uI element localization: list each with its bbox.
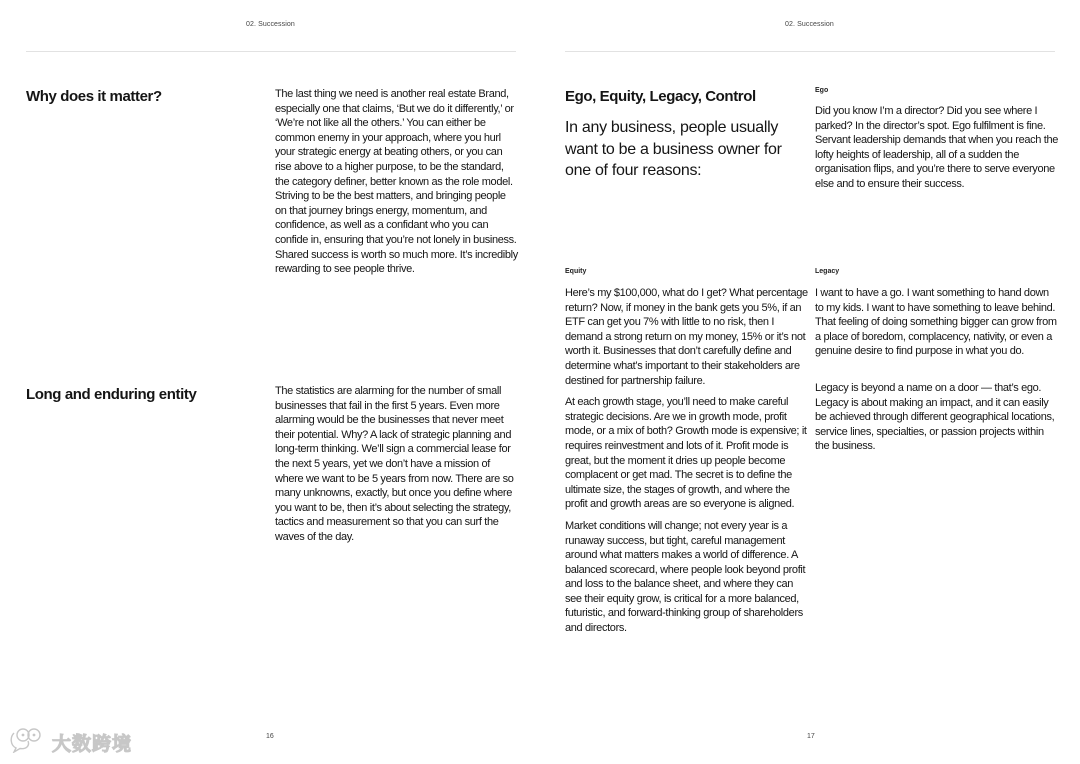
section-body-long-enduring-entity [275, 384, 519, 552]
paragraph: At each growth stage, you’ll need to make careful strategic decisions. Are we in growth mode, profit mode, or a mix of both? Growth mode is expensive; it requires reinvestment and lots of it. Profit mode is great, but the moment it dries up people become complacent or get mad. The secret is to define the ultimate size, the stages of growth, and where the profit and growth areas are so everyone is aligned. [565, 396, 807, 511]
section-heading-why-it-matters: Why does it matter? [26, 88, 162, 105]
legacy-body [815, 286, 1059, 461]
page-number: 17 [807, 733, 815, 740]
watermark [8, 729, 132, 755]
paragraph: I want to have a go. I want something to hand down to my kids. I want to have something to leave behind. That feeling of doing something bigger can grow from a place of boredom, complacency, nativity, or even a genuine desire to find purpose in what you do. [815, 287, 1057, 358]
page-heading: Ego, Equity, Legacy, Control [565, 88, 756, 105]
right-page [540, 0, 1080, 764]
paragraph: Market conditions will change; not every year is a runaway success, but tight, careful management around what matters makes a world of difference. A balanced scorecard, where people look beyond profit and loss to the balance sheet, and where they can see their equity grow, is critical for a more balanced, futuristic, and forward-thinking group of shareholders and directors. [565, 519, 806, 635]
paragraph: Legacy is beyond a name on a door — that’s ego. Legacy is about making an impact, and it can easily be achieved through different geographical locations, service lines, specialties, or passion projects within the business. [815, 381, 1055, 453]
running-head: 02. Succession [246, 21, 295, 28]
chat-bubble-logo-icon [8, 727, 48, 758]
header-divider [565, 51, 1055, 52]
section-heading-long-enduring-entity: Long and enduring entity [26, 386, 197, 403]
page-number: 16 [266, 733, 274, 740]
paragraph: The last thing we need is another real estate Brand, especially one that claims, ‘But we do it differently,’ or ‘We’re not like all the others.’ You can either be common enemy in your approach, where you hurl your strategic energy at beating others, or you can rise above to a higher purpose, to be the standard, the category definer, better known as the role model. Striving to be the best matters, and bringing people on that journey brings energy, momentum, and confidence, as well as a confidant who you can confide in, ensuring that you’re not lonely in business. Shared success is worth so much more. It’s incredibly rewarding to see people thrive. [275, 88, 518, 276]
lead-paragraph: In any business, people usually want to be a business owner for one of four reasons: [565, 119, 782, 179]
paragraph: The statistics are alarming for the number of small businesses that fail in the first 5 years. Even more alarming would be the businesses that never meet their potential. Why? A lack of strategic planning and long-term thinking. We’ll sign a commercial lease for the next 5 years, yet we don’t have a mission of where we want to be 5 years from now. There are so many unknowns, exactly, but once you define where you want to be, then it’s about selecting the strategy, tactics and measurement so that you can surf the waves of the day. [275, 385, 514, 543]
ego-body [815, 104, 1059, 199]
paragraph: Did you know I’m a director? Did you see where I parked? In the director’s spot. Ego fulfilment is fine. Servant leadership demands that when you reach the lofty heights of leadership, all of a sudden the organisation flips, and you’re there to serve everyone else and to ensure their success. [815, 105, 1058, 190]
legacy-label: Legacy [815, 268, 840, 275]
ego-label: Ego [815, 87, 829, 94]
header-divider [26, 51, 516, 52]
running-head: 02. Succession [785, 21, 834, 28]
equity-label: Equity [565, 268, 587, 275]
equity-body [565, 286, 809, 643]
paragraph: Here’s my $100,000, what do I get? What percentage return? Now, if money in the bank gets you 5%, if an ETF can get you 7% with little to no risk, then I demand a strong return on my money, 15% or it’s not worth it. Businesses that don’t carefully define and determine what’s important to their stakeholders are destined for partnership failure. [565, 287, 808, 387]
watermark-text: 大数跨境 [52, 733, 133, 755]
section-body-why-it-matters [275, 87, 519, 284]
